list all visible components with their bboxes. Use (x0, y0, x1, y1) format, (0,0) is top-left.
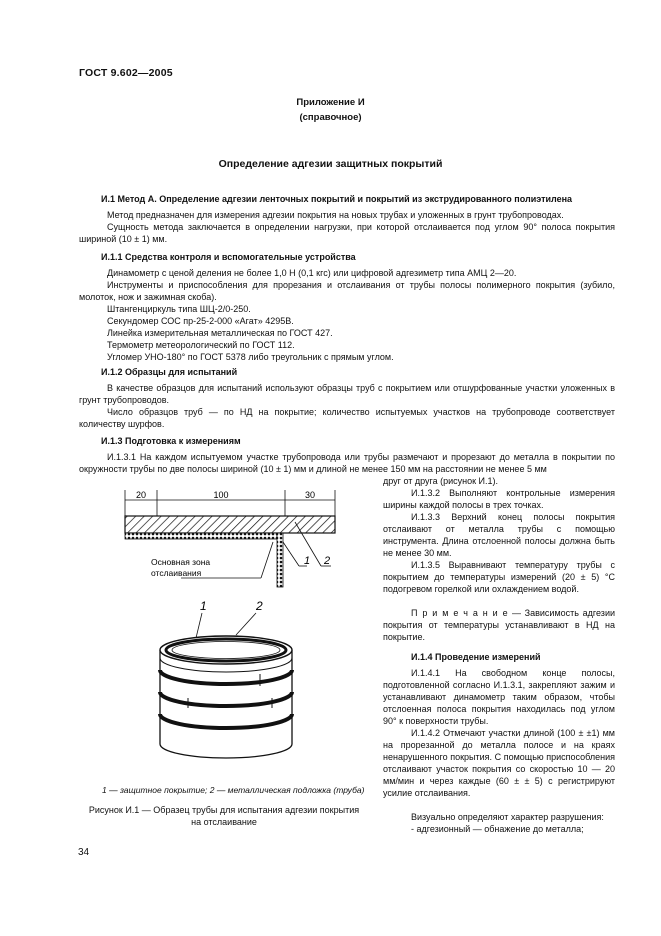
appendix-label: Приложение И (296, 97, 365, 108)
paragraph: И.1.4.1 На свободном конце полосы, подготовленной согласно И.1.3.1, закрепляют зажим и устанавливают динамометр таким образом, чтобы отслоенная полоса покрытия находилась под углом 90° к поверхности трубы. (383, 668, 615, 726)
section-heading-i13: И.1.3 Подготовка к измерениям (101, 436, 241, 446)
list-item: Штангенциркуль типа ШЦ-2/0-250. (107, 304, 251, 314)
section-heading-i11: И.1.1 Средства контроля и вспомогательные устройства (101, 252, 356, 262)
paragraph: друг от друга (рисунок И.1). (383, 476, 499, 486)
figure-legend: 1 — защитное покрытие; 2 — металлическая подложка (труба) (102, 785, 365, 795)
page-number: 34 (78, 847, 90, 858)
peeled-strip (277, 533, 283, 587)
paragraph: Число образцов труб — по НД на покрытие; количество испытуемых участков на трубопроводе соответствует количеству шурфов. (79, 407, 615, 429)
callout-1: 1 (200, 599, 207, 613)
section-heading-i14: И.1.4 Проведение измерений (411, 652, 541, 662)
callout-2: 2 (324, 555, 331, 567)
dimension-label-20: 20 (135, 490, 147, 500)
paragraph: И.1.3.1 На каждом испытуемом участке трубопровода или трубы размечают и прорезают до металла в покрытии по окружности трубы по две полосы шириной (10 ± 1) мм и длиной не менее 150 мм на расстоянии не менее 5 мм (79, 452, 615, 474)
callout-line (196, 613, 202, 638)
callout-line (236, 613, 256, 635)
list-item: Динамометр с ценой деления не более 1,0 Н (0,1 кгс) или цифровой адгезиметр типа АМЦ 2—20. (107, 268, 517, 278)
list-item: Инструменты и приспособления для прорезания и отслаивания от трубы полосы полимерного покрытия (зубило, молоток, нож и зажимная скоба). (79, 280, 615, 302)
paragraph: Метод предназначен для измерения адгезии покрытия на новых трубах и уложенных в грунт трубопроводах. (107, 210, 564, 220)
zone-leader (261, 542, 273, 578)
paragraph: Сущность метода заключается в определении нагрузки, при которой отслаивается под углом 90° полоса покрытия шириной (10 ± 1) мм. (79, 222, 615, 244)
metal-strip (125, 533, 277, 539)
callout-2: 2 (256, 599, 263, 613)
dimension-label-30: 30 (304, 490, 316, 500)
pipe-bore (172, 642, 280, 659)
section-heading-i1: И.1 Метод А. Определение адгезии ленточных покрытий и покрытий из экструдированного полиэтилена (101, 194, 573, 204)
note-text: — Зависимость адгезии покрытия от температуры устанавливают в НД на покрытие. (383, 608, 615, 642)
dimension-label-100: 100 (213, 490, 229, 500)
list-item: - адгезионный — обнажение до металла; (411, 824, 584, 834)
callout-line (283, 542, 299, 566)
figure-cross-section (95, 480, 375, 590)
paragraph: И.1.3.5 Выравнивают температуру трубы с покрытием до температуры измерений (20 ± 5) °С подогревом горелкой или охлаждением водой. (383, 560, 615, 594)
paragraph: Визуально определяют характер разрушения: (411, 812, 604, 822)
paragraph: В качестве образцов для испытаний используют образцы труб с покрытием или отшурфованные участки уложенных в грунт трубопроводов. (79, 383, 615, 405)
zone-label-line1: Основная зона (151, 557, 211, 567)
figure-caption-line2: на отслаивание (191, 817, 257, 827)
list-item: Угломер УНО-180° по ГОСТ 5378 либо треугольник с прямым углом. (107, 352, 394, 362)
note-label: П р и м е ч а н и е (411, 608, 509, 618)
page-title: Определение адгезии защитных покрытий (218, 158, 443, 170)
figure-caption-line1: Рисунок И.1 — Образец трубы для испытания адгезии покрытия (88, 805, 360, 815)
list-item: Секундомер СОС пр-25-2-000 «Агат» 4295В. (107, 316, 294, 326)
figure-pipe (140, 598, 310, 763)
list-item: Линейка измерительная металлическая по ГОСТ 427. (107, 328, 333, 338)
appendix-type: (справочное) (299, 112, 362, 123)
document-header: ГОСТ 9.602—2005 (79, 67, 173, 79)
zone-label-line2: отслаивания (151, 568, 202, 578)
coating-layer (125, 516, 335, 533)
section-heading-i12: И.1.2 Образцы для испытаний (101, 367, 238, 377)
list-item: Термометр метеорологический по ГОСТ 112. (107, 340, 295, 350)
paragraph: И.1.3.2 Выполняют контрольные измерения ширины каждой полосы в трех точках. (383, 488, 615, 510)
paragraph: И.1.3.3 Верхний конец полосы покрытия отслаивают от металла трубы с помощью инструмента. Длина отслоенной полосы должна быть не менее 30 мм. (383, 512, 615, 558)
callout-1: 1 (304, 555, 311, 567)
note (383, 607, 615, 643)
paragraph: И.1.4.2 Отмечают участки длиной (100 ± ±1) мм на прорезанной до металла полосе и на краях ненарушенного покрытия. С помощью приспособления отслаивают участок покрытия со скоростью 10 — 20 мм/мин и через каждые (60 ± ± 5) с регистрируют усилие отслаивания. (383, 728, 615, 798)
